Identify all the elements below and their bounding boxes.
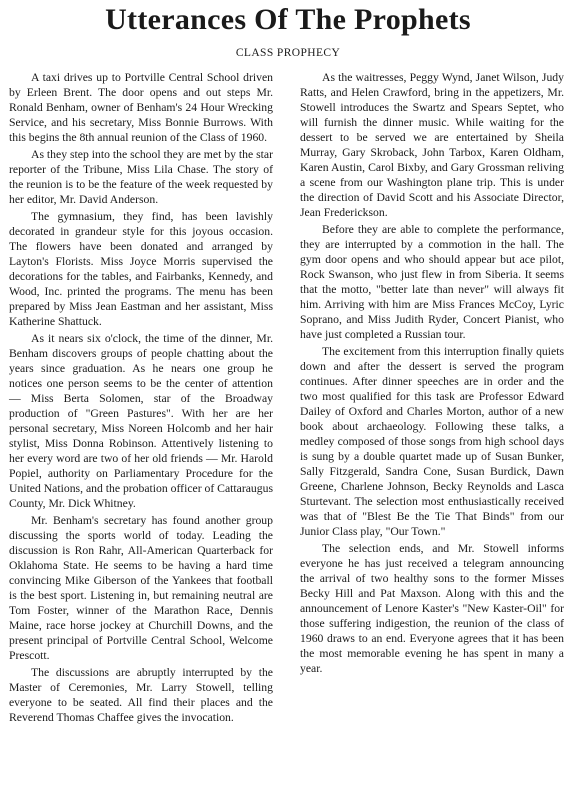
paragraph: Mr. Benham's secretary has found another group discussing the sports world of today. Leading the discussion is Ron Rahr, All-American Quarterback for Oklahoma State. He seems to be having a hard time convincing Mike Giberson of the Yankees that football is the best sport. Listening in, but remaining neutral are Tom Foster, winner of the Marathon Race, Dennis Maine, race horse jockey at Churchill Downs, and the present principal of Portville Central School, Welcome Prescott. [9,514,273,662]
paragraph: The excitement from this interruption finally quiets down and after the dessert is served the program continues. After dinner speeches are in order and the two most qualified for this task are Professor Edward Dailey of Oxford and Charles Morton, author of a new book about archaeology. Following these talks, a medley composed of those songs from high school days is sung by a double quartet made up of Susan Bunker, Sally Fitzgerald, Sandra Cone, Susan Burdick, Dawn Greene, Charlene Johnson, Becky Reynolds and Lasca Sturtevant. The selection most enthusiastically received was that of "Blest Be the Tie That Binds" from our Junior Class play, "Our Town." [300,345,564,538]
left-column [9,70,273,727]
paragraph: As they step into the school they are met by the star reporter of the Tribune, Miss Lila Chase. The story of the reunion is to be the feature of the week requested by her editor, Mr. David Anderson. [9,148,273,206]
paragraph: Before they are able to complete the performance, they are interrupted by a commotion in the hall. The gym door opens and who should appear but ace pilot, Rock Swanson, who just flew in from Siberia. It seems that the motto, "better late than never" will always fit him. Arriving with him are Miss Frances McCoy, Lyric Soprano, and Miss Judith Ryder, Concert Pianist, who have just completed a Russian tour. [300,223,564,341]
paragraph: The selection ends, and Mr. Stowell informs everyone he has just received a telegram announcing the arrival of two healthy sons to the former Misses Becky Hill and Pat Maxson. Along with this and the announcement of Lenore Kaster's "New Kaster-Oil" for those suffering indigestion, the reunion of the class of 1960 draws to an end. Everyone agrees that it has been the most memorable evening he has spent in many a year. [300,542,564,675]
paragraph: A taxi drives up to Portville Central School driven by Erleen Brent. The door opens and out steps Mr. Ronald Benham, owner of Benham's 24 Hour Wrecking Service, and his secretary, Miss Bonnie Burrows. With this begins the 8th annual reunion of the Class of 1960. [9,71,273,144]
paragraph: As it nears six o'clock, the time of the dinner, Mr. Benham discovers groups of people chatting about the years since graduation. As he nears one group he notices one person seems to be the center of attention — Miss Berta Solomen, star of the Broadway production of "Green Pastures". With her are her personal secretary, Miss Noreen Holcomb and her hair stylist, Miss Donna Robinson. Attentively listening to her every word are two of her old friends — Mr. Harold Popiel, authority on Parliamentary Procedure for the United Nations, and the probation officer of Cattaraugus County, Mr. Dick Whitney. [9,332,273,510]
page-title: Utterances Of The Prophets [105,3,471,36]
right-column [300,70,564,678]
paragraph: As the waitresses, Peggy Wynd, Janet Wilson, Judy Ratts, and Helen Crawford, bring in the appetizers, Mr. Stowell introduces the Swartz and Spears Septet, who will furnish the dinner music. While waiting for the dessert to be served we are entertained by Sheila Murray, Gary Skroback, John Tarbox, Karen Oldham, Karen Austin, Carol Bixby, and Gary Grossman reliving a scene from our Washington plane trip. This is under the direction of David Scott and his Associate Director, Jean Frederickson. [300,71,564,219]
page-subtitle: CLASS PROPHECY [235,47,341,59]
paragraph: The gymnasium, they find, has been lavishly decorated in grandeur style for this joyous occasion. The flowers have been donated and arranged by Layton's Florists. Miss Joyce Morris supervised the decorations for the tables, and Fairbanks, Kennedy, and Wood, Inc. printed the programs. The menu has been prepared by Miss Jean Eastman and her assistant, Miss Katherine Shattuck. [9,210,273,328]
paragraph: The discussions are abruptly interrupted by the Master of Ceremonies, Mr. Larry Stowell, telling everyone to be seated. All find their places and the Reverend Thomas Chaffee gives the invocation. [9,666,273,724]
